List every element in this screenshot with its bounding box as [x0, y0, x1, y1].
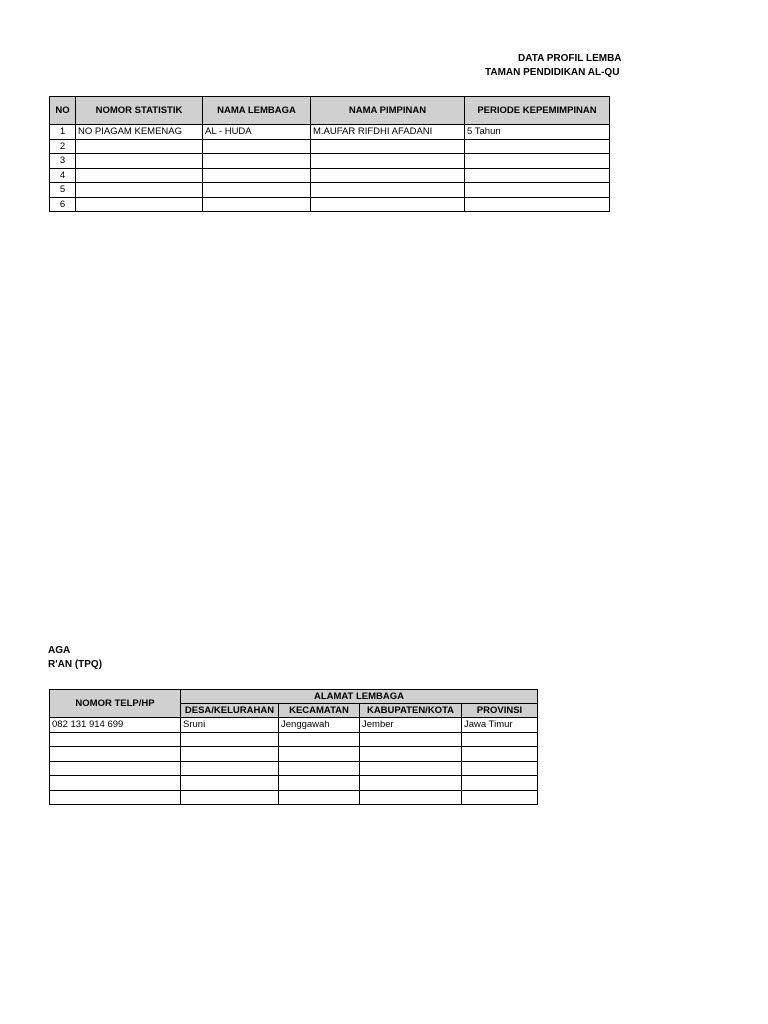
- cell-nomor-statistik: NO PIAGAM KEMENAG: [76, 125, 203, 140]
- cell-nama-pimpinan: [311, 183, 465, 198]
- cell-periode: [465, 154, 610, 169]
- cell-nama-lembaga: [203, 139, 311, 154]
- table-row: [50, 154, 610, 169]
- cell-kabupaten: Jember: [360, 718, 462, 733]
- cell-kecamatan: [279, 761, 360, 776]
- cell-no: 1: [50, 125, 76, 140]
- cell-nama-lembaga: AL - HUDA: [203, 125, 311, 140]
- cell-provinsi: [462, 747, 538, 762]
- header-periode: PERIODE KEPEMIMPINAN: [465, 97, 610, 125]
- title-line-2: TAMAN PENDIDIKAN AL-QU: [485, 67, 620, 78]
- cell-nama-pimpinan: [311, 154, 465, 169]
- title-line-1: DATA PROFIL LEMBA: [518, 53, 622, 64]
- table-row: [50, 183, 610, 198]
- cell-kabupaten: [360, 776, 462, 791]
- cell-nomor-statistik: [76, 197, 203, 212]
- cell-nomor-statistik: [76, 154, 203, 169]
- address-table: [49, 689, 538, 805]
- table-row: [50, 139, 610, 154]
- cell-nama-lembaga: [203, 183, 311, 198]
- cell-telp: [50, 732, 181, 747]
- cell-telp: [50, 761, 181, 776]
- cell-no: 2: [50, 139, 76, 154]
- cell-telp: [50, 790, 181, 805]
- cell-no: 6: [50, 197, 76, 212]
- cell-nama-pimpinan: [311, 197, 465, 212]
- cell-provinsi: [462, 732, 538, 747]
- cell-desa: [181, 732, 279, 747]
- cell-no: 5: [50, 183, 76, 198]
- cell-kecamatan: [279, 747, 360, 762]
- cell-kecamatan: [279, 790, 360, 805]
- header-kabupaten: KABUPATEN/KOTA: [360, 704, 462, 718]
- cell-nomor-statistik: [76, 183, 203, 198]
- header-nomor-statistik: NOMOR STATISTIK: [76, 97, 203, 125]
- cell-nama-lembaga: [203, 154, 311, 169]
- table-row: [50, 168, 610, 183]
- header-nomor-telp: NOMOR TELP/HP: [50, 690, 181, 718]
- cell-no: 4: [50, 168, 76, 183]
- cell-desa: [181, 776, 279, 791]
- cell-periode: [465, 139, 610, 154]
- cell-provinsi: [462, 761, 538, 776]
- title2-line-2: R'AN (TPQ): [48, 659, 103, 670]
- table-row: [50, 747, 538, 762]
- cell-nama-pimpinan: [311, 168, 465, 183]
- table-row: [50, 732, 538, 747]
- cell-nama-pimpinan: M.AUFAR RIFDHI AFADANI: [311, 125, 465, 140]
- cell-kecamatan: [279, 732, 360, 747]
- header-kecamatan: KECAMATAN: [279, 704, 360, 718]
- profile-table: [49, 96, 610, 212]
- cell-nama-pimpinan: [311, 139, 465, 154]
- table-row: [50, 776, 538, 791]
- cell-nama-lembaga: [203, 197, 311, 212]
- cell-kabupaten: [360, 761, 462, 776]
- cell-desa: Sruni: [181, 718, 279, 733]
- cell-nomor-statistik: [76, 168, 203, 183]
- cell-kabupaten: [360, 747, 462, 762]
- cell-kabupaten: [360, 790, 462, 805]
- header-nama-pimpinan: NAMA PIMPINAN: [311, 97, 465, 125]
- cell-desa: [181, 790, 279, 805]
- table-row: [50, 790, 538, 805]
- cell-periode: [465, 197, 610, 212]
- cell-telp: 082 131 914 699: [50, 718, 181, 733]
- table-row: [50, 125, 610, 140]
- cell-periode: [465, 183, 610, 198]
- cell-desa: [181, 747, 279, 762]
- cell-provinsi: [462, 776, 538, 791]
- cell-telp: [50, 747, 181, 762]
- cell-periode: 5 Tahun: [465, 125, 610, 140]
- cell-kecamatan: [279, 776, 360, 791]
- cell-desa: [181, 761, 279, 776]
- header-provinsi: PROVINSI: [462, 704, 538, 718]
- title2-line-1: AGA: [48, 645, 71, 656]
- cell-periode: [465, 168, 610, 183]
- header-desa: DESA/KELURAHAN: [181, 704, 279, 718]
- cell-nama-lembaga: [203, 168, 311, 183]
- table-row: [50, 761, 538, 776]
- cell-provinsi: Jawa Timur: [462, 718, 538, 733]
- cell-nomor-statistik: [76, 139, 203, 154]
- header-no: NO: [50, 97, 76, 125]
- header-alamat-lembaga: ALAMAT LEMBAGA: [181, 690, 538, 704]
- cell-provinsi: [462, 790, 538, 805]
- table-row: [50, 197, 610, 212]
- table-row: [50, 718, 538, 733]
- cell-telp: [50, 776, 181, 791]
- cell-kabupaten: [360, 732, 462, 747]
- cell-kecamatan: Jenggawah: [279, 718, 360, 733]
- header-nama-lembaga: NAMA LEMBAGA: [203, 97, 311, 125]
- cell-no: 3: [50, 154, 76, 169]
